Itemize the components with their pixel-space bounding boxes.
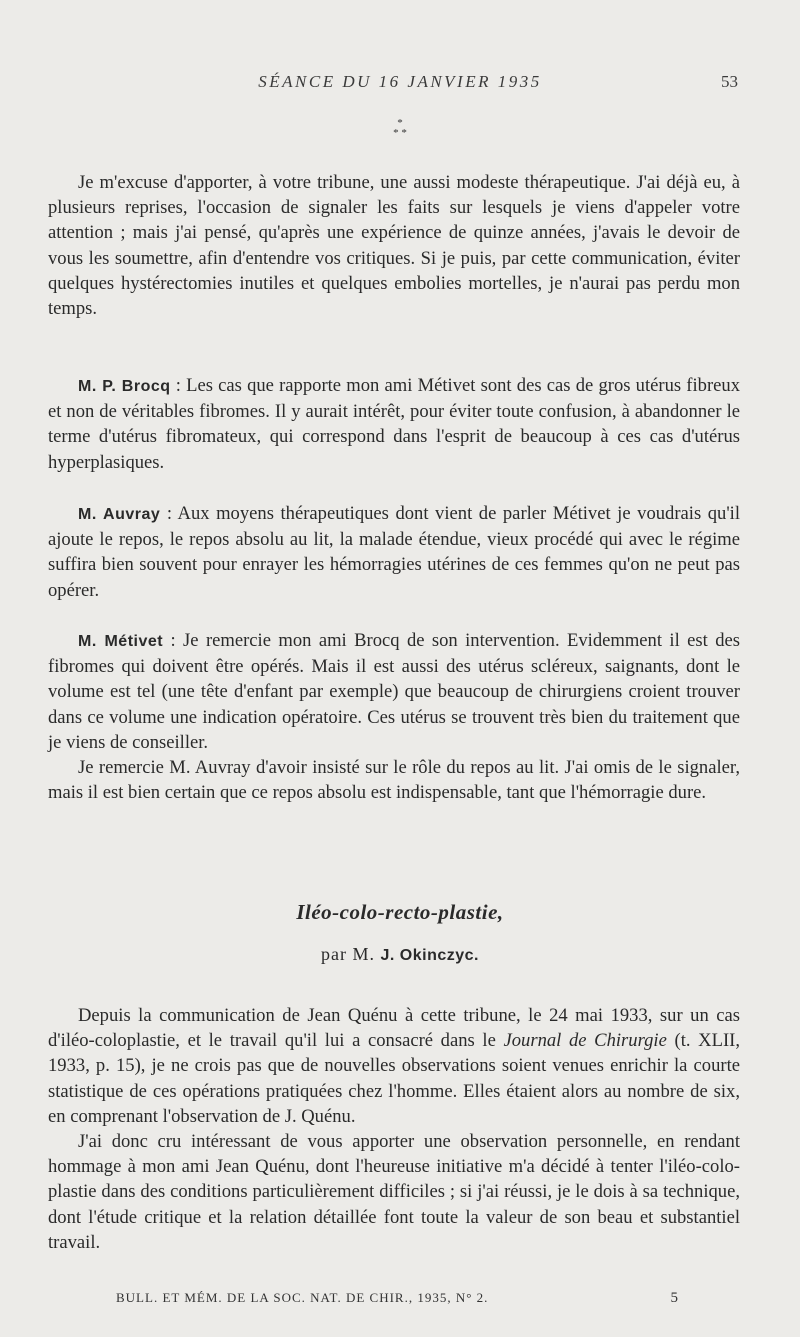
- metivet-block: [48, 628, 740, 805]
- auvray-text: : Aux moyens thérapeutiques dont vient de parler Métivet je voudrais qu'il ajoute le repos, le repos absolu au lit, la malade étendue, vieux procédé qui avec le régime suffira bien souvent pour enrayer les hémorragies utérines de ces femmes qu'on ne peut pas opérer.: [48, 503, 741, 601]
- metivet-text: : Je remercie mon ami Brocq de son intervention. Evidemment il est des fibromes qui doivent être opérés. Mais il est aussi des utérus scléreux, saignants, dont le volume est tel (une tête d'enfant par exemple) que beaucoup de chirurgiens croient trouver dans ce volume une indication opératoire. Ces utérus se trouvent très bien du traitement que je viens de conseiller.: [48, 630, 740, 753]
- section-title: Iléo-colo-recto-plastie,: [296, 900, 504, 924]
- article-paragraph-2: J'ai donc cru intéressant de vous apporter une observation personnelle, en rendant hommage à mon ami Jean Quénu, dont l'heureuse initiative m'a décidé à tenter l'iléo-colo-plastie dans des conditions particulièrement difficiles ; si j'ai réussi, je le dois à sa technique, dont l'étude critique et la relation détaillée font toute la valeur de son beau et substantiel travail.: [48, 1131, 740, 1253]
- article-text: Depuis la communication de Jean Quénu à cette tribune, le 24 mai 1933, sur un cas d'iléo-coloplastie, et le travail qu'il lui a consacré dans le: [48, 1005, 740, 1052]
- auvray-paragraph: [48, 501, 740, 603]
- byline-author: J. Okinczyc.: [380, 947, 479, 964]
- brocq-paragraph: [48, 373, 740, 475]
- byline: [0, 944, 800, 965]
- journal-title: Journal de Chirurgie: [503, 1030, 667, 1052]
- speaker-name: M. P. Brocq: [78, 378, 171, 395]
- speaker-name: M. Métivet: [78, 633, 164, 650]
- asterism-bottom: * *: [393, 127, 407, 139]
- running-header: [0, 72, 800, 96]
- article-text: (t. XLII, 1933, p. 15), je ne crois pas que de nouvelles observations soient venues enrichir la courte statistique de ces opérations pratiquées chez l'homme. Elles étaient alors au nombre de six, en comprenant l'observation de J. Quénu.: [48, 1030, 740, 1127]
- page-number: 53: [721, 72, 738, 91]
- running-header-title: SÉANCE DU 16 JANVIER 1935: [258, 72, 542, 91]
- asterism: [0, 118, 800, 138]
- brocq-block: [48, 373, 740, 475]
- brocq-text: : Les cas que rapporte mon ami Métivet sont des cas de gros utérus fibreux et non de véritables fibromes. Il y aurait intérêt, pour éviter toute confusion, à abandonner le terme d'utérus fibromateux, qui correspond dans l'esprit de beaucoup à ces cas d'utérus hyperplasiques.: [48, 375, 740, 473]
- byline-prefix: par M.: [321, 944, 381, 964]
- footer-citation: BULL. ET MÉM. DE LA SOC. NAT. DE CHIR., 1935, N° 2.: [116, 1290, 489, 1305]
- page-footer: [0, 1290, 800, 1314]
- intro-block: [48, 170, 740, 321]
- auvray-block: [48, 501, 740, 603]
- metivet-paragraph: [48, 628, 740, 755]
- article-block: [48, 1003, 740, 1255]
- asterism-top: *: [397, 117, 403, 129]
- intro-paragraph: Je m'excuse d'apporter, à votre tribune, une aussi modeste thérapeutique. J'ai déjà eu, à plusieurs reprises, l'occasion de signaler les faits sur lesquels je viens d'appeler votre attention ; mais j'ai pensé, qu'après une expérience de quinze années, j'avais le devoir de vous les soumettre, afin d'entendre vos critiques. Si je puis, par cette communication, éviter quelques hystérectomies inutiles et quelques embolies mortelles, je n'aurai pas perdu mon temps.: [48, 172, 740, 320]
- article-paragraph-1: [48, 1003, 740, 1129]
- speaker-name: M. Auvray: [78, 506, 161, 523]
- signature-mark: 5: [670, 1290, 678, 1306]
- metivet-paragraph-2: Je remercie M. Auvray d'avoir insisté sur le rôle du repos au lit. J'ai omis de le signaler, mais il est bien certain que ce repos absolu est indispensable, tant que l'hémorragie dure.: [48, 757, 740, 804]
